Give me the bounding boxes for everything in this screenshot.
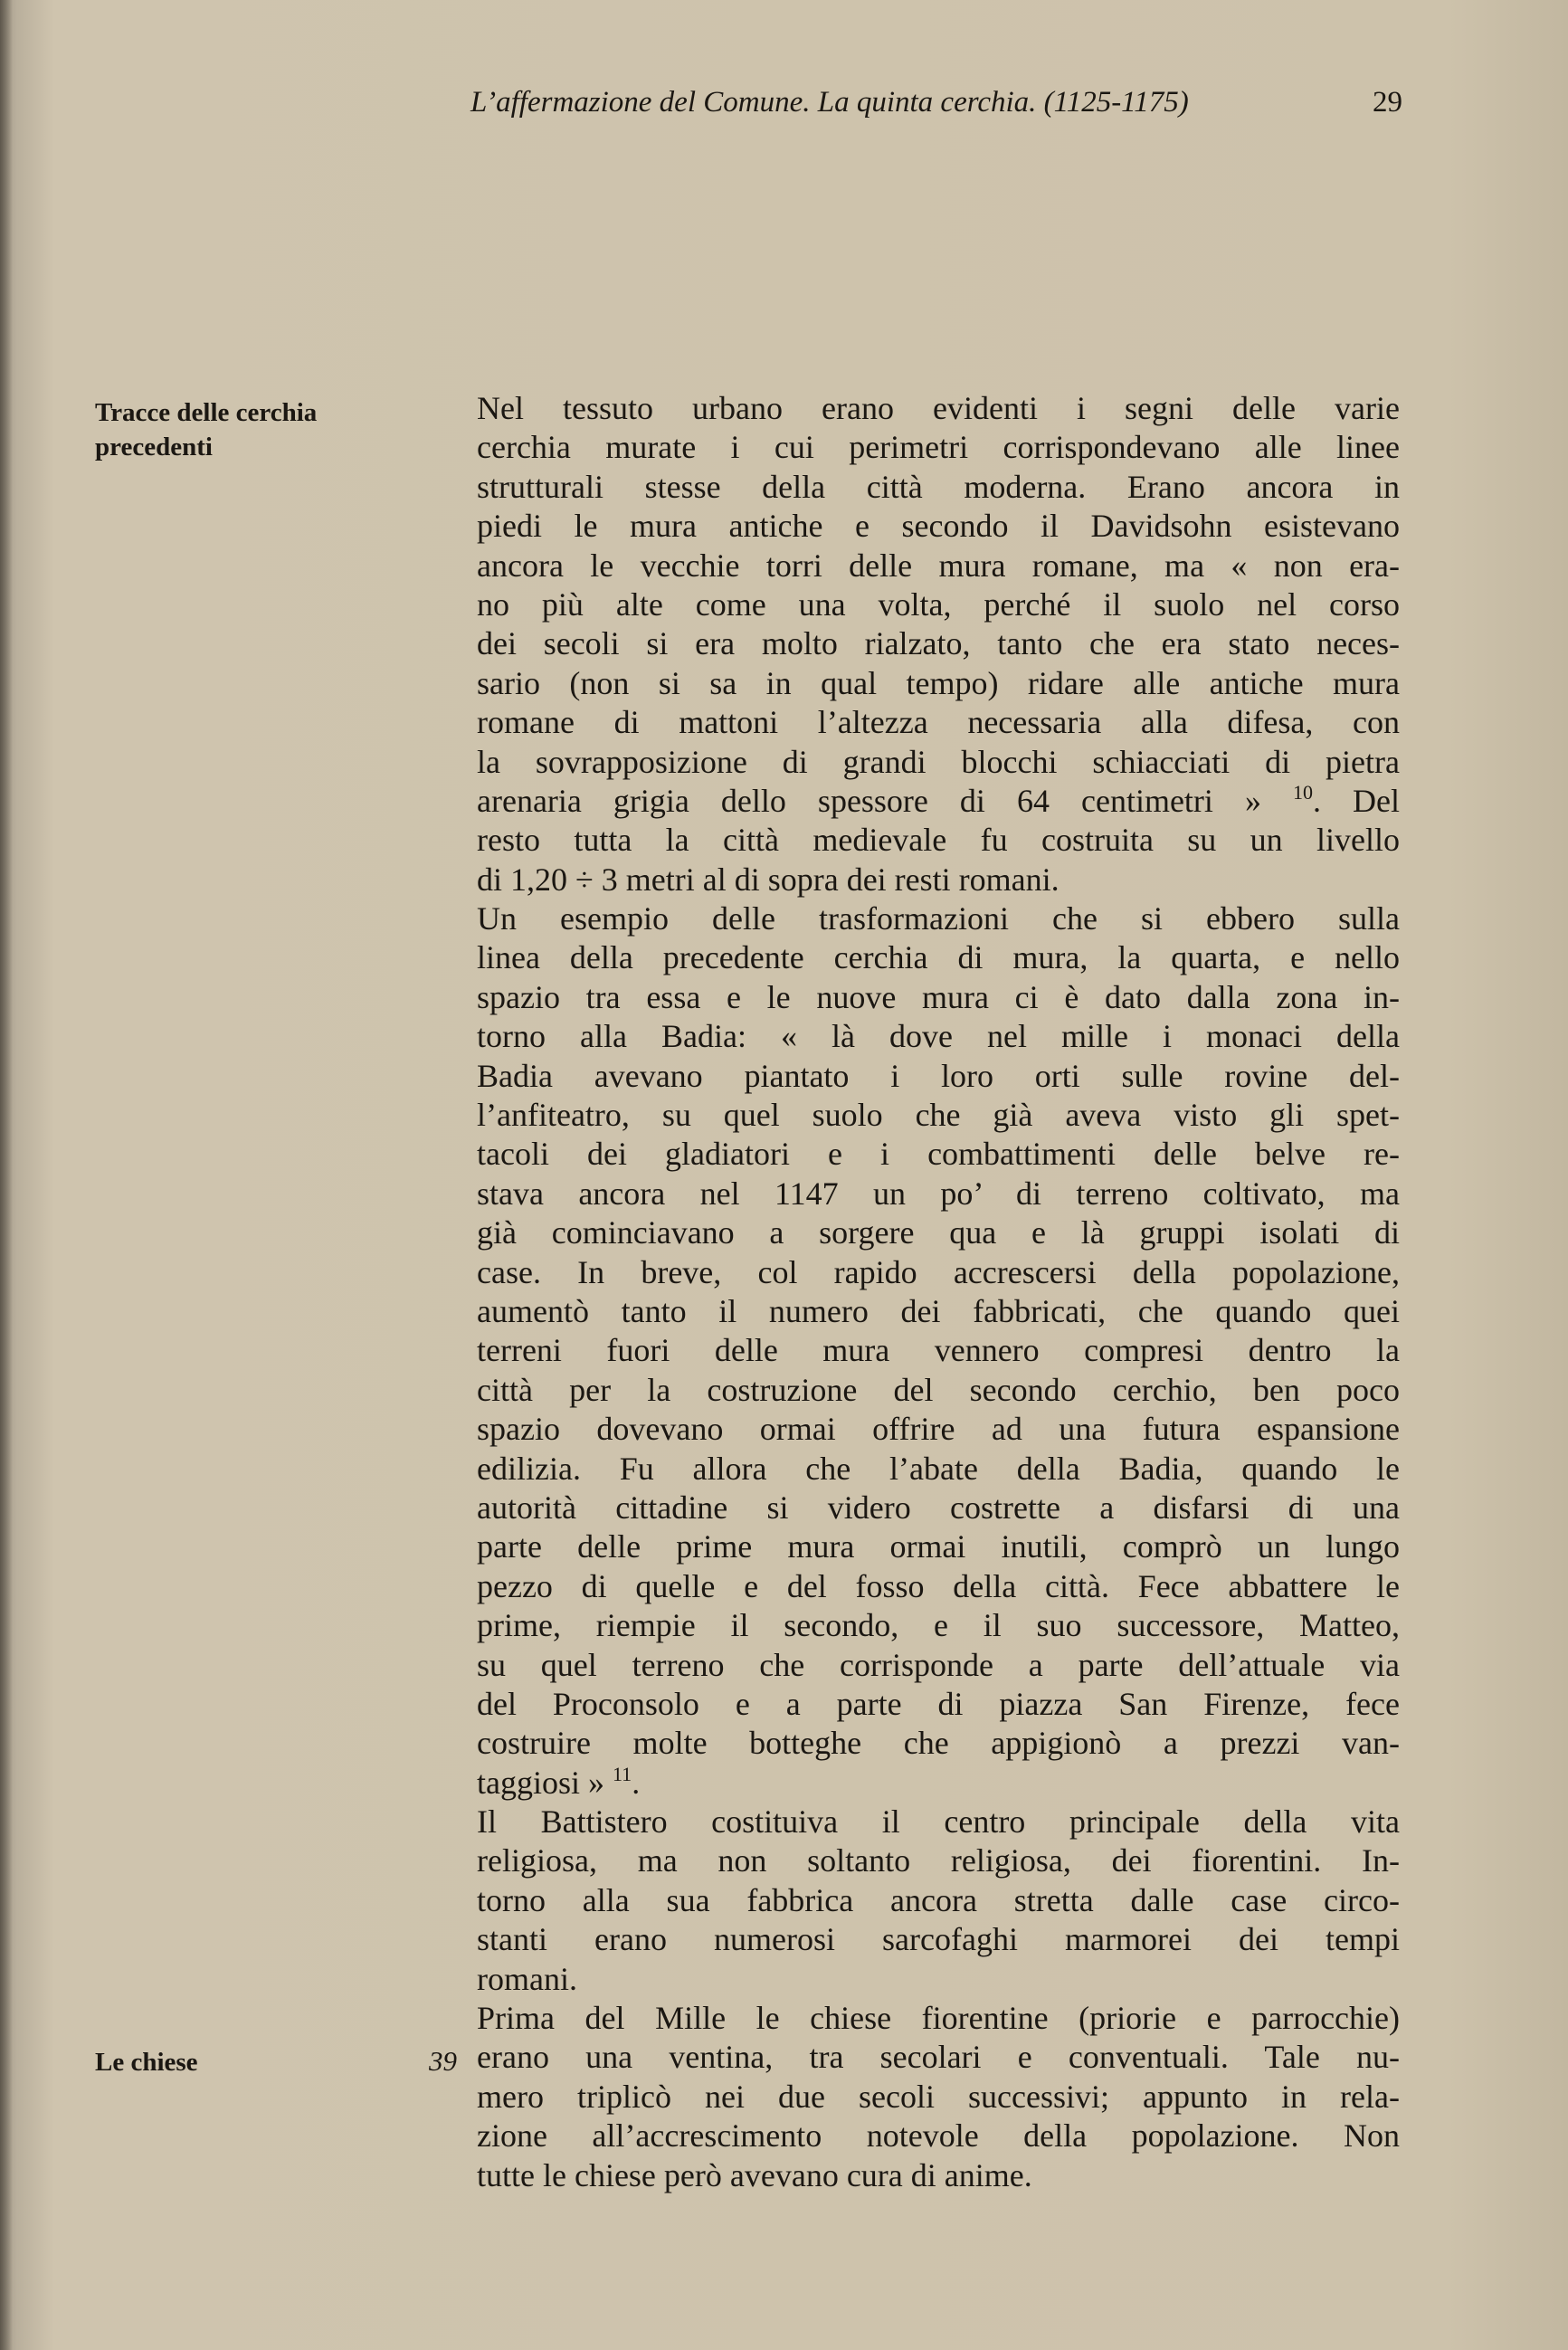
text-fragment: arenaria grigia dello spessore di 64 centimetri »	[477, 782, 1293, 819]
text-line: Prima del Mille le chiese fiorentine (priorie e parrocchie)	[477, 2000, 1400, 2037]
text-line: tutte le chiese però avevano cura di anime.	[477, 2156, 1032, 2193]
text-line: romani.	[477, 1960, 577, 1997]
text-line: Il Battistero costituiva il centro principale della vita	[477, 1803, 1400, 1841]
running-head	[470, 86, 1402, 131]
text-line: sario (non si sa in qual tempo) ridare alle antiche mura	[477, 664, 1400, 701]
text-line: stava ancora nel 1147 un po’ di terreno coltivato, ma	[477, 1175, 1400, 1212]
text-line: spazio dovevano ormai offrire ad una futura espansione	[477, 1411, 1400, 1448]
text-line: torno alla sua fabbrica ancora stretta dalle case circo-	[477, 1881, 1400, 1918]
text-line: la sovrapposizione di grandi blocchi schiacciati di pietra	[477, 743, 1400, 780]
text-line: pezzo di quelle e del fosso della città. Fece abbattere le	[477, 1567, 1400, 1604]
text-line: su quel terreno che corrisponde a parte dell’attuale via	[477, 1646, 1400, 1683]
text-line: cerchia murate i cui perimetri corrispondevano alle linee	[477, 429, 1400, 466]
text-line: resto tutta la città medievale fu costruita su un livello	[477, 822, 1400, 859]
spine-shadow	[0, 0, 13, 2350]
margin-note-chiese: Le chiese	[95, 2048, 198, 2077]
text-line: di 1,20 ÷ 3 metri al di sopra dei resti romani.	[477, 861, 1060, 898]
text-fragment: . Del	[1312, 782, 1400, 819]
text-line: già cominciavano a sorgere qua e là gruppi isolati di	[477, 1214, 1400, 1251]
text-line: tacoli dei gladiatori e i combattimenti delle belve re-	[477, 1136, 1400, 1173]
text-line: edilizia. Fu allora che l’abate della Badia, quando le	[477, 1450, 1400, 1487]
text-line: erano una ventina, tra secolari e conventuali. Tale nu-	[477, 2039, 1400, 2076]
body-text	[477, 389, 1400, 2195]
text-line: del Proconsolo e a parte di piazza San Firenze, fece	[477, 1685, 1400, 1722]
text-line: torno alla Badia: « là dove nel mille i monaci della	[477, 1018, 1400, 1055]
margin-note-line: Tracce delle cerchia	[95, 398, 318, 427]
text-line: Badia avevano piantato i loro orti sulle rovine del-	[477, 1057, 1400, 1094]
text-line: strutturali stesse della città moderna. Erano ancora in	[477, 468, 1400, 505]
text-line: dei secoli si era molto rialzato, tanto che era stato neces-	[477, 625, 1400, 662]
text-line: zione all’accrescimento notevole della popolazione. Non	[477, 2117, 1400, 2155]
text-line: Un esempio delle trasformazioni che si ebbero sulla	[477, 900, 1400, 937]
text-line: ancora le vecchie torri delle mura romane, ma « non era-	[477, 547, 1400, 584]
text-line: piedi le mura antiche e secondo il Davidsohn esistevano	[477, 508, 1400, 545]
footnote-ref: 11	[613, 1762, 632, 1785]
text-line: mero triplicò nei due secoli successivi; appunto in rela-	[477, 2078, 1400, 2115]
text-line: autorità cittadine si videro costrette a disfarsi di una	[477, 1489, 1400, 1526]
text-line: parte delle prime mura ormai inutili, comprò un lungo	[477, 1528, 1400, 1565]
footnote-ref: 10	[1292, 780, 1313, 804]
running-head-title: L’affermazione del Comune. La quinta cerchia. (1125-1175)	[470, 86, 1189, 119]
margin-note-number: 39	[429, 2045, 457, 2077]
text-line: no più alte come una volta, perché il suolo nel corso	[477, 585, 1400, 623]
text-line: aumentò tanto il numero dei fabbricati, che quando quei	[477, 1292, 1400, 1329]
text-line: spazio tra essa e le nuove mura ci è dato dalla zona in-	[477, 978, 1400, 1015]
text-line: terreni fuori delle mura vennero compresi dentro la	[477, 1332, 1400, 1369]
margin-note-tracce	[95, 395, 394, 464]
text-line: stanti erano numerosi sarcofaghi marmorei dei tempi	[477, 1921, 1400, 1958]
margin-note-line: precedenti	[95, 433, 213, 461]
text-line: costruire molte botteghe che appigionò a prezzi van-	[477, 1725, 1400, 1762]
text-line	[477, 782, 1400, 821]
text-line: l’anfiteatro, su quel suolo che già aveva visto gli spet-	[477, 1097, 1400, 1134]
page-number: 29	[1373, 86, 1402, 119]
text-line: romane di mattoni l’altezza necessaria alla difesa, con	[477, 704, 1400, 741]
text-line	[477, 1764, 1400, 1803]
text-fragment: .	[632, 1764, 641, 1801]
text-line: case. In breve, col rapido accrescersi della popolazione,	[477, 1253, 1400, 1290]
text-line: Nel tessuto urbano erano evidenti i segni delle varie	[477, 390, 1400, 426]
text-line: prime, riempie il secondo, e il suo successore, Matteo,	[477, 1607, 1400, 1644]
text-line: religiosa, ma non soltanto religiosa, dei fiorentini. In-	[477, 1842, 1400, 1879]
text-line: linea della precedente cerchia di mura, la quarta, e nello	[477, 939, 1400, 976]
text-line: città per la costruzione del secondo cerchio, ben poco	[477, 1371, 1400, 1408]
text-fragment: taggiosi »	[477, 1764, 613, 1801]
